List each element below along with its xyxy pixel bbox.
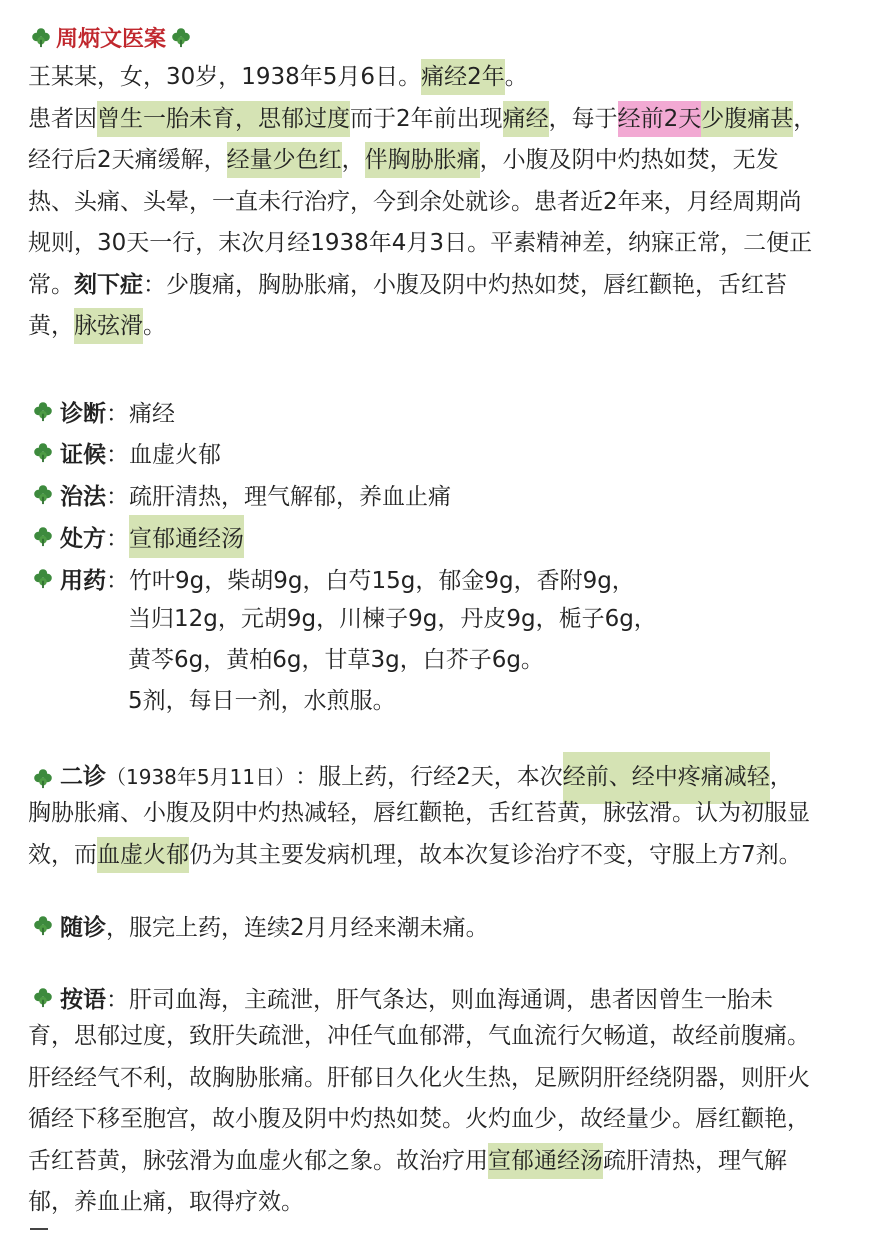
highlight: 曾生一胎未育，思郁过度 xyxy=(97,101,350,137)
clover-icon xyxy=(32,767,54,789)
text: 舌红苔黄，脉弦滑为血虚火郁之象。故治疗用 xyxy=(28,1147,488,1174)
clover-icon xyxy=(170,26,192,48)
herbs-line: 当归12g，元胡9g，川楝子9g，丹皮9g，栀子6g， xyxy=(128,606,657,632)
syndrome-row xyxy=(32,432,221,472)
section-label: 随诊 xyxy=(60,914,106,941)
herbs-line: ：竹叶9g，柴胡9g，白芍15g，郁金9g，香附9g， xyxy=(106,567,635,594)
comment-body xyxy=(28,1016,810,1224)
clover-icon xyxy=(32,483,54,505)
comment-line: ：肝司血海，主疏泄，肝气条达，则血海通调，患者因曾生一胎未 xyxy=(106,986,773,1013)
text: 仍为其主要发病机理，故本次复诊治疗不变，守服上方7剂。 xyxy=(189,841,802,868)
text: 王某某，女，30岁，1938年5月6日。 xyxy=(28,64,422,90)
text: ， xyxy=(793,105,817,132)
text: ，小腹及阴中灼热如焚，无发 xyxy=(479,147,779,173)
section-label: 证候 xyxy=(60,441,106,468)
intro-line xyxy=(28,306,816,348)
clover-icon xyxy=(32,400,54,422)
diagnosis-row xyxy=(32,391,175,431)
clover-icon xyxy=(32,441,54,463)
text: 。 xyxy=(504,64,528,90)
followup-text: ，服完上药，连续2月月经来潮未痛。 xyxy=(106,914,489,941)
comment-line: 育，思郁过度，致肝失疏泄，冲任气血郁滞，气血流行欠畅道，故经前腹痛。 xyxy=(28,1023,810,1049)
highlight: 宣郁通经汤 xyxy=(488,1143,603,1179)
text: ：服上药，行经2天，本次 xyxy=(295,764,563,790)
clover-icon xyxy=(32,914,54,936)
dosage-instruction: 5剂，每日一剂，水煎服。 xyxy=(128,688,396,714)
text: ，每于 xyxy=(548,105,618,132)
intro-paragraph xyxy=(28,57,816,348)
intro-line xyxy=(28,99,816,141)
second-visit-body xyxy=(28,793,810,876)
highlight: 经量少色红 xyxy=(227,142,342,178)
text: 经行后2天痛缓解， xyxy=(28,147,227,173)
intro-line xyxy=(28,140,816,182)
section-value: ：血虚火郁 xyxy=(106,441,221,468)
section-label: 二诊 xyxy=(60,764,106,790)
formula-row xyxy=(32,516,244,556)
clover-icon xyxy=(32,525,54,547)
section-value: ：疏肝清热，理气解郁，养血止痛 xyxy=(106,483,451,510)
clover-icon xyxy=(32,567,54,589)
highlight: 血虚火郁 xyxy=(97,837,189,873)
text: 黄， xyxy=(28,313,74,339)
text: 疏肝清热，理气解 xyxy=(603,1147,787,1174)
text: 。 xyxy=(143,313,166,339)
section-label: 按语 xyxy=(60,986,106,1013)
highlight: 经前、经中疼痛减轻 xyxy=(563,752,770,804)
highlight: 伴胸胁胀痛 xyxy=(365,142,480,178)
text: ：少腹痛，胸胁胀痛，小腹及阴中灼热如焚，唇红颧艳，舌红苔 xyxy=(143,271,787,298)
clover-icon xyxy=(30,26,52,48)
section-label: 处方 xyxy=(60,525,106,552)
intro-line xyxy=(28,57,816,99)
clover-icon xyxy=(32,986,54,1008)
followup-row xyxy=(32,905,489,945)
highlight: 痛经 xyxy=(503,101,549,137)
text: 效，而 xyxy=(28,841,97,868)
method-row xyxy=(32,474,451,514)
section-value: ：痛经 xyxy=(106,400,175,427)
comment-row xyxy=(32,977,773,1017)
divider xyxy=(30,1228,48,1230)
highlight: 脉弦滑 xyxy=(74,308,143,344)
intro-line xyxy=(28,265,816,307)
document-title xyxy=(30,20,192,54)
section-label: 诊断 xyxy=(60,400,106,427)
bold-label: 刻下症 xyxy=(74,271,143,298)
formula-name: 宣郁通经汤 xyxy=(129,515,244,558)
intro-line: 规则，30天一行，末次月经1938年4月3日。平素精神差，纳寐正常，二便正 xyxy=(28,230,813,256)
section-label: 用药 xyxy=(60,567,106,594)
text: 患者因 xyxy=(28,105,97,132)
comment-line xyxy=(28,1141,810,1183)
intro-line: 热、头痛、头晕，一直未行治疗，今到余处就诊。患者近2年来，月经周期尚 xyxy=(28,188,802,215)
text: 常。 xyxy=(28,271,74,298)
text: ， xyxy=(341,147,365,173)
text: 而于2年前出现 xyxy=(350,105,503,132)
title-text: 周炳文医案 xyxy=(56,26,167,52)
comment-line: 肝经经气不利，故胸胁胀痛。肝郁日久化火生热，足厥阴肝经绕阴器，则肝火 xyxy=(28,1064,810,1091)
highlight: 痛经2年 xyxy=(421,59,505,95)
highlight-pink: 经前2天 xyxy=(618,101,702,137)
herbs-line: 黄芩6g，黄柏6g，甘草3g，白芥子6g。 xyxy=(128,647,544,673)
comment-line: 循经下移至胞宫，故小腹及阴中灼热如焚。火灼血少，故经量少。唇红颧艳， xyxy=(28,1106,810,1132)
second-visit-line: 胸胁胀痛、小腹及阴中灼热减轻，唇红颧艳，舌红苔黄，脉弦滑。认为初服显 xyxy=(28,800,810,826)
highlight: 少腹痛甚 xyxy=(701,101,793,137)
text: ， xyxy=(769,764,793,790)
second-visit-line xyxy=(28,835,810,877)
comment-line: 郁，养血止痛，取得疗效。 xyxy=(28,1189,304,1215)
visit-date: （1938年5月11日） xyxy=(106,765,296,789)
section-colon: ： xyxy=(106,525,129,552)
section-label: 治法 xyxy=(60,483,106,510)
herbs-row xyxy=(32,558,635,598)
